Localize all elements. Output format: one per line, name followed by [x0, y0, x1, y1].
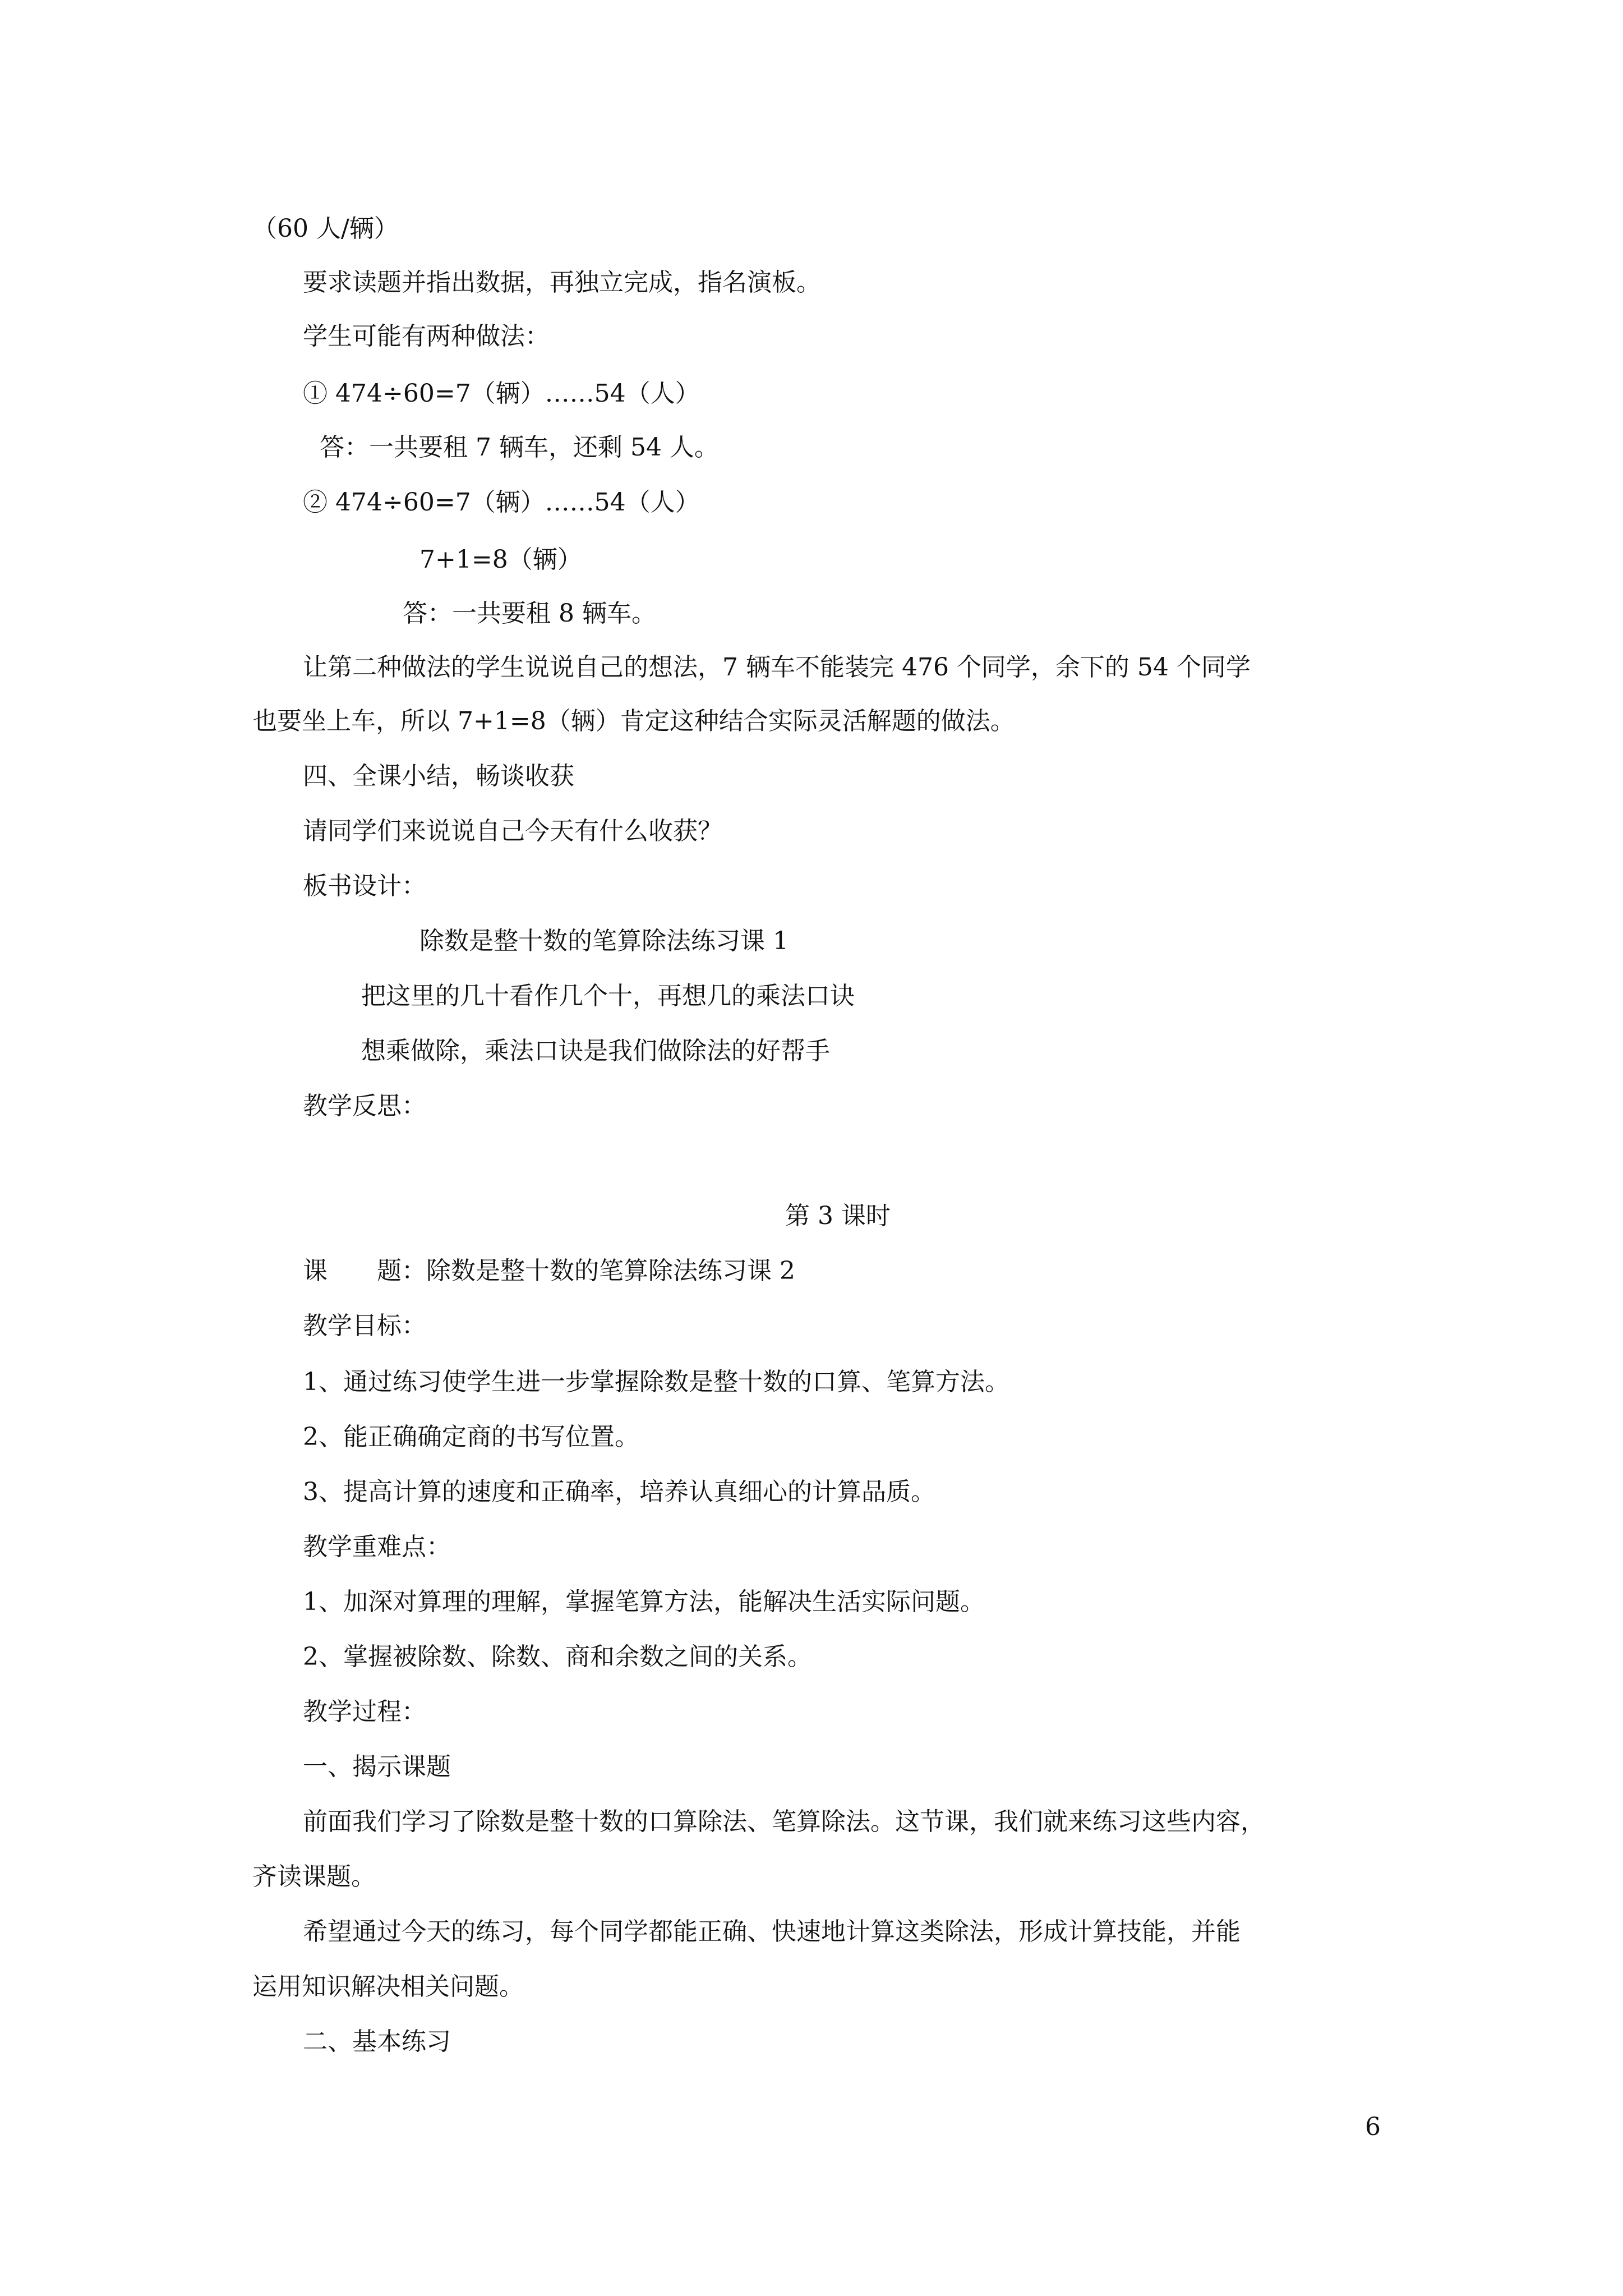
text-line: 希望通过今天的练习，每个同学都能正确、快速地计算这类除法，形成计算技能，并能: [303, 1917, 1241, 1946]
section-heading: 教学重难点：: [303, 1533, 451, 1561]
text-line: 齐读课题。: [252, 1862, 376, 1891]
board-line: 把这里的几十看作几个十，再想几的乘法口诀: [361, 982, 855, 1010]
section-heading: 教学过程：: [303, 1697, 426, 1726]
section-heading: 四、全课小结，畅谈收获: [303, 762, 574, 790]
text-line: 学生可能有两种做法：: [303, 322, 550, 351]
section-heading: 二、基本练习: [303, 2027, 451, 2056]
list-item: 3、提高计算的速度和正确率，培养认真细心的计算品质。: [303, 1478, 935, 1506]
text-line: 也要坐上车，所以 7+1=8（辆）肯定这种结合实际灵活解题的做法。: [252, 707, 1015, 735]
text-line: ① 474÷60=7（辆）……54（人）: [303, 379, 700, 408]
page-number: 6: [1365, 2113, 1381, 2141]
text-line: 运用知识解决相关问题。: [252, 1972, 524, 2001]
text-line: 让第二种做法的学生说说自己的想法，7 辆车不能装完 476 个同学，余下的 54 个同学: [303, 653, 1251, 682]
text-line: 答：一共要租 8 辆车。: [403, 599, 656, 628]
list-item: 2、能正确确定商的书写位置。: [303, 1423, 639, 1451]
text-line: 要求读题并指出数据，再独立完成，指名演板。: [303, 268, 821, 297]
text-line: 答：一共要租 7 辆车，还剩 54 人。: [320, 433, 719, 462]
text-line: 教学反思：: [303, 1092, 426, 1120]
text-line: 板书设计：: [303, 872, 426, 900]
text-line: （60 人/辆）: [252, 214, 399, 243]
lesson-title: 第 3 课时: [785, 1202, 891, 1230]
board-line: 想乘做除，乘法口诀是我们做除法的好帮手: [361, 1037, 830, 1065]
section-heading: 教学目标：: [303, 1312, 426, 1340]
text-line: 前面我们学习了除数是整十数的口算除法、笔算除法。这节课，我们就来练习这些内容，: [303, 1807, 1265, 1836]
list-item: 1、通过练习使学生进一步掌握除数是整十数的口算、笔算方法。: [303, 1368, 1009, 1396]
list-item: 2、掌握被除数、除数、商和余数之间的关系。: [303, 1642, 812, 1671]
text-line: 7+1=8（辆）: [419, 545, 582, 574]
text-line: ② 474÷60=7（辆）……54（人）: [303, 488, 700, 517]
section-heading: 一、揭示课题: [303, 1752, 451, 1781]
list-item: 1、加深对算理的理解，掌握笔算方法，能解决生活实际问题。: [303, 1588, 985, 1616]
lesson-topic: 课 题：除数是整十数的笔算除法练习课 2: [303, 1257, 795, 1285]
text-line: 请同学们来说说自己今天有什么收获？: [303, 817, 722, 845]
board-title: 除数是整十数的笔算除法练习课 1: [419, 927, 789, 955]
